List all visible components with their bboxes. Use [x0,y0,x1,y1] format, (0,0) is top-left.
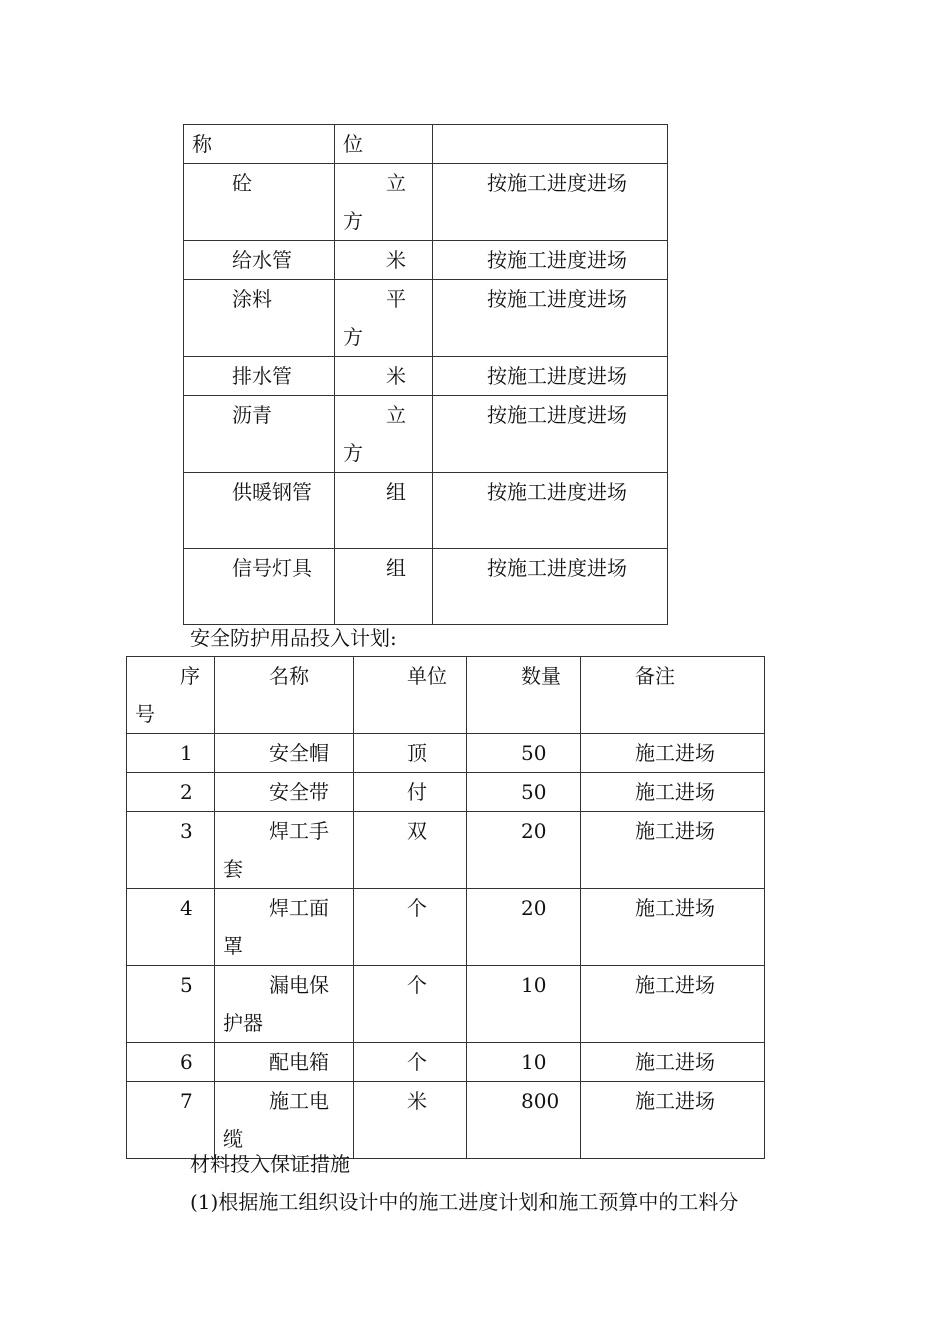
table-cell: 平方 [335,280,433,357]
table-row [184,549,668,625]
table-cell: 施工进场 [581,1043,765,1082]
table-cell: 米 [354,1082,467,1159]
table-cell: 备注 [581,657,765,734]
table-cell: 6 [127,1043,215,1082]
table-cell: 个 [354,889,467,966]
table-row [184,164,668,241]
table-cell: 20 [467,889,581,966]
table-cell: 给水管 [184,241,335,280]
materials-table [183,124,668,625]
table-cell: 顶 [354,734,467,773]
table-cell: 施工电缆 [215,1082,354,1159]
table-cell: 1 [127,734,215,773]
table-cell: 安全带 [215,773,354,812]
table-row [127,773,765,812]
table-cell: 配电箱 [215,1043,354,1082]
table-cell: 3 [127,812,215,889]
table-cell: 米 [335,357,433,396]
table-cell: 安全帽 [215,734,354,773]
table-cell: 排水管 [184,357,335,396]
table-row [127,734,765,773]
table-cell: 组 [335,549,433,625]
table-row [184,125,668,164]
table-cell: 按施工进度进场 [433,357,668,396]
table-row [127,966,765,1043]
table-cell: 按施工进度进场 [433,473,668,549]
table-cell: 个 [354,966,467,1043]
table-cell: 施工进场 [581,812,765,889]
body-paragraph: (1)根据施工组织设计中的施工进度计划和施工预算中的工料分 [190,1190,739,1214]
table-cell: 供暖钢管 [184,473,335,549]
table-cell: 位 [335,125,433,164]
table-cell: 50 [467,773,581,812]
table-cell: 10 [467,1043,581,1082]
table-cell: 50 [467,734,581,773]
table-row [184,473,668,549]
table-cell: 沥青 [184,396,335,473]
table-cell: 付 [354,773,467,812]
table-cell: 单位 [354,657,467,734]
table-cell: 按施工进度进场 [433,280,668,357]
table-row [127,812,765,889]
table-cell: 5 [127,966,215,1043]
table-row [184,241,668,280]
table-cell: 涂料 [184,280,335,357]
table-cell [433,125,668,164]
table-cell: 数量 [467,657,581,734]
table-cell: 施工进场 [581,773,765,812]
table-cell: 施工进场 [581,966,765,1043]
table-cell: 按施工进度进场 [433,241,668,280]
table-cell: 双 [354,812,467,889]
table-cell: 施工进场 [581,1082,765,1159]
table-cell: 砼 [184,164,335,241]
section-title: 安全防护用品投入计划: [190,626,397,650]
table-cell: 称 [184,125,335,164]
table-cell: 10 [467,966,581,1043]
table-cell: 序号 [127,657,215,734]
table-cell: 焊工手套 [215,812,354,889]
table-row [184,280,668,357]
table-cell: 施工进场 [581,889,765,966]
table-cell: 立方 [335,164,433,241]
table-cell: 20 [467,812,581,889]
table-row [127,1043,765,1082]
table-cell: 焊工面罩 [215,889,354,966]
table-cell: 立方 [335,396,433,473]
table-row [184,357,668,396]
table-cell: 信号灯具 [184,549,335,625]
table-row [127,889,765,966]
table-cell: 2 [127,773,215,812]
table-cell: 按施工进度进场 [433,549,668,625]
safety-equipment-table [126,656,765,1159]
table-cell: 组 [335,473,433,549]
table-cell: 4 [127,889,215,966]
table-cell: 漏电保护器 [215,966,354,1043]
table-cell: 名称 [215,657,354,734]
table-cell: 施工进场 [581,734,765,773]
table-cell: 个 [354,1043,467,1082]
table-row [127,657,765,734]
table-cell: 800 [467,1082,581,1159]
table-cell: 按施工进度进场 [433,164,668,241]
table-row [184,396,668,473]
table-cell: 7 [127,1082,215,1159]
table-cell: 米 [335,241,433,280]
section-heading: 材料投入保证措施 [190,1152,350,1176]
table-cell: 按施工进度进场 [433,396,668,473]
